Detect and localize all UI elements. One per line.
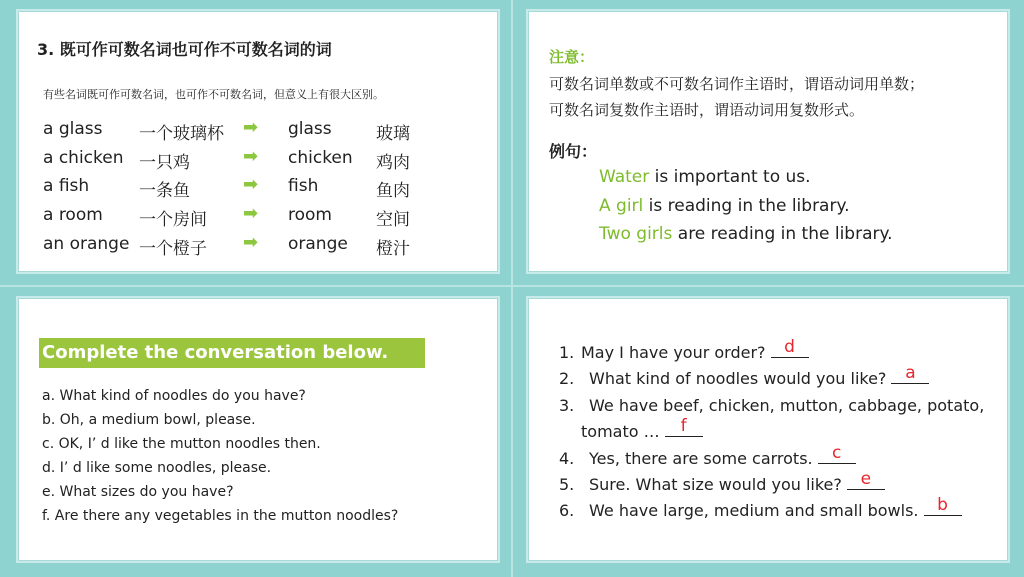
item-number: 6. [559, 501, 575, 520]
option-f: f. Are there any vegetables in the mutton noodles? [42, 508, 399, 524]
option-e: e. What sizes do you have? [42, 484, 234, 500]
uncountable-meaning: 鱼肉 [376, 181, 410, 201]
options-panel [18, 298, 498, 561]
item-number: 5. [559, 475, 575, 494]
note-label: 注意： [549, 48, 595, 66]
item-line [589, 363, 929, 388]
answer-letter: e [860, 469, 872, 489]
item-number: 4. [559, 449, 575, 468]
example-sentence [599, 224, 893, 244]
item-line [589, 469, 885, 494]
example-rest: are reading in the library. [672, 224, 893, 244]
item-line [589, 495, 962, 520]
example-rest: is reading in the library. [643, 196, 850, 216]
item-number: 3. [559, 396, 575, 415]
item-text: Sure. What size would you like? [589, 475, 842, 494]
countable-meaning: 一个房间 [139, 210, 207, 230]
countable-word: a chicken [43, 148, 124, 168]
countable-meaning: 一个玻璃杯 [139, 124, 224, 144]
answer-blank [771, 337, 809, 358]
uncountable-word: glass [288, 119, 332, 139]
rule-line: 可数名词复数作主语时，谓语动词用复数形式。 [549, 101, 865, 119]
panel-intro: 有些名词既可作可数名词，也可作不可数名词，但意义上有很大区别。 [43, 88, 384, 101]
example-sentence [599, 196, 850, 216]
item-number: 1. [559, 343, 575, 362]
item-text-continued: tomato … [581, 422, 660, 441]
right-arrow-icon: ➡ [243, 117, 259, 138]
uncountable-word: fish [288, 176, 319, 196]
countable-meaning: 一条鱼 [139, 181, 190, 201]
horizontal-divider [0, 285, 1024, 287]
panel-title: 3. 既可作可数名词也可作不可数名词的词 [37, 40, 332, 59]
rule-line: 可数名词单数或不可数名词作主语时，谓语动词用单数； [549, 75, 925, 93]
countable-word: a room [43, 205, 103, 225]
countable-uncountable-panel [18, 11, 498, 272]
grammar-note-panel [528, 11, 1008, 272]
uncountable-word: room [288, 205, 332, 225]
example-subject: Water [599, 167, 650, 187]
countable-meaning: 一个橙子 [139, 239, 207, 259]
uncountable-word: orange [288, 234, 348, 254]
uncountable-word: chicken [288, 148, 353, 168]
item-text: We have beef, chicken, mutton, cabbage, potato, [589, 396, 985, 415]
right-arrow-icon: ➡ [243, 203, 259, 224]
uncountable-meaning: 空间 [376, 210, 410, 230]
item-line [581, 337, 809, 362]
answer-blank [847, 469, 885, 490]
conversation-panel [528, 298, 1008, 561]
option-b: b. Oh, a medium bowl, please. [42, 412, 256, 428]
uncountable-meaning: 玻璃 [376, 124, 410, 144]
answer-letter: a [905, 363, 916, 383]
answer-letter: b [937, 495, 948, 515]
item-line [589, 443, 856, 468]
answer-blank [891, 363, 929, 384]
uncountable-meaning: 橙汁 [376, 239, 410, 259]
countable-word: an orange [43, 234, 130, 254]
example-subject: Two girls [599, 224, 673, 244]
item-text: Yes, there are some carrots. [589, 449, 813, 468]
right-arrow-icon: ➡ [243, 174, 259, 195]
item-text: We have large, medium and small bowls. [589, 501, 919, 520]
exercise-banner: Complete the conversation below. [39, 338, 425, 368]
answer-blank [818, 443, 856, 464]
examples-label: 例句： [549, 142, 598, 161]
conversation-item [529, 396, 1007, 448]
option-a: a. What kind of noodles do you have? [42, 388, 306, 404]
uncountable-meaning: 鸡肉 [376, 153, 410, 173]
item-number: 2. [559, 369, 575, 388]
example-subject: A girl [599, 196, 644, 216]
answer-letter: c [831, 443, 842, 463]
countable-word: a fish [43, 176, 90, 196]
answer-letter: f [680, 416, 687, 436]
option-d: d. I’ d like some noodles, please. [42, 460, 272, 476]
item-line [581, 416, 703, 441]
option-c: c. OK, I’ d like the mutton noodles then. [42, 436, 321, 452]
countable-meaning: 一只鸡 [139, 153, 190, 173]
countable-word: a glass [43, 119, 103, 139]
example-rest: is important to us. [649, 167, 811, 187]
example-sentence [599, 167, 811, 187]
item-text: What kind of noodles would you like? [589, 369, 887, 388]
answer-blank [665, 416, 703, 437]
vertical-divider [511, 0, 513, 577]
item-text: May I have your order? [581, 343, 766, 362]
right-arrow-icon: ➡ [243, 232, 259, 253]
answer-blank [924, 495, 962, 516]
right-arrow-icon: ➡ [243, 146, 259, 167]
answer-letter: d [784, 337, 795, 357]
